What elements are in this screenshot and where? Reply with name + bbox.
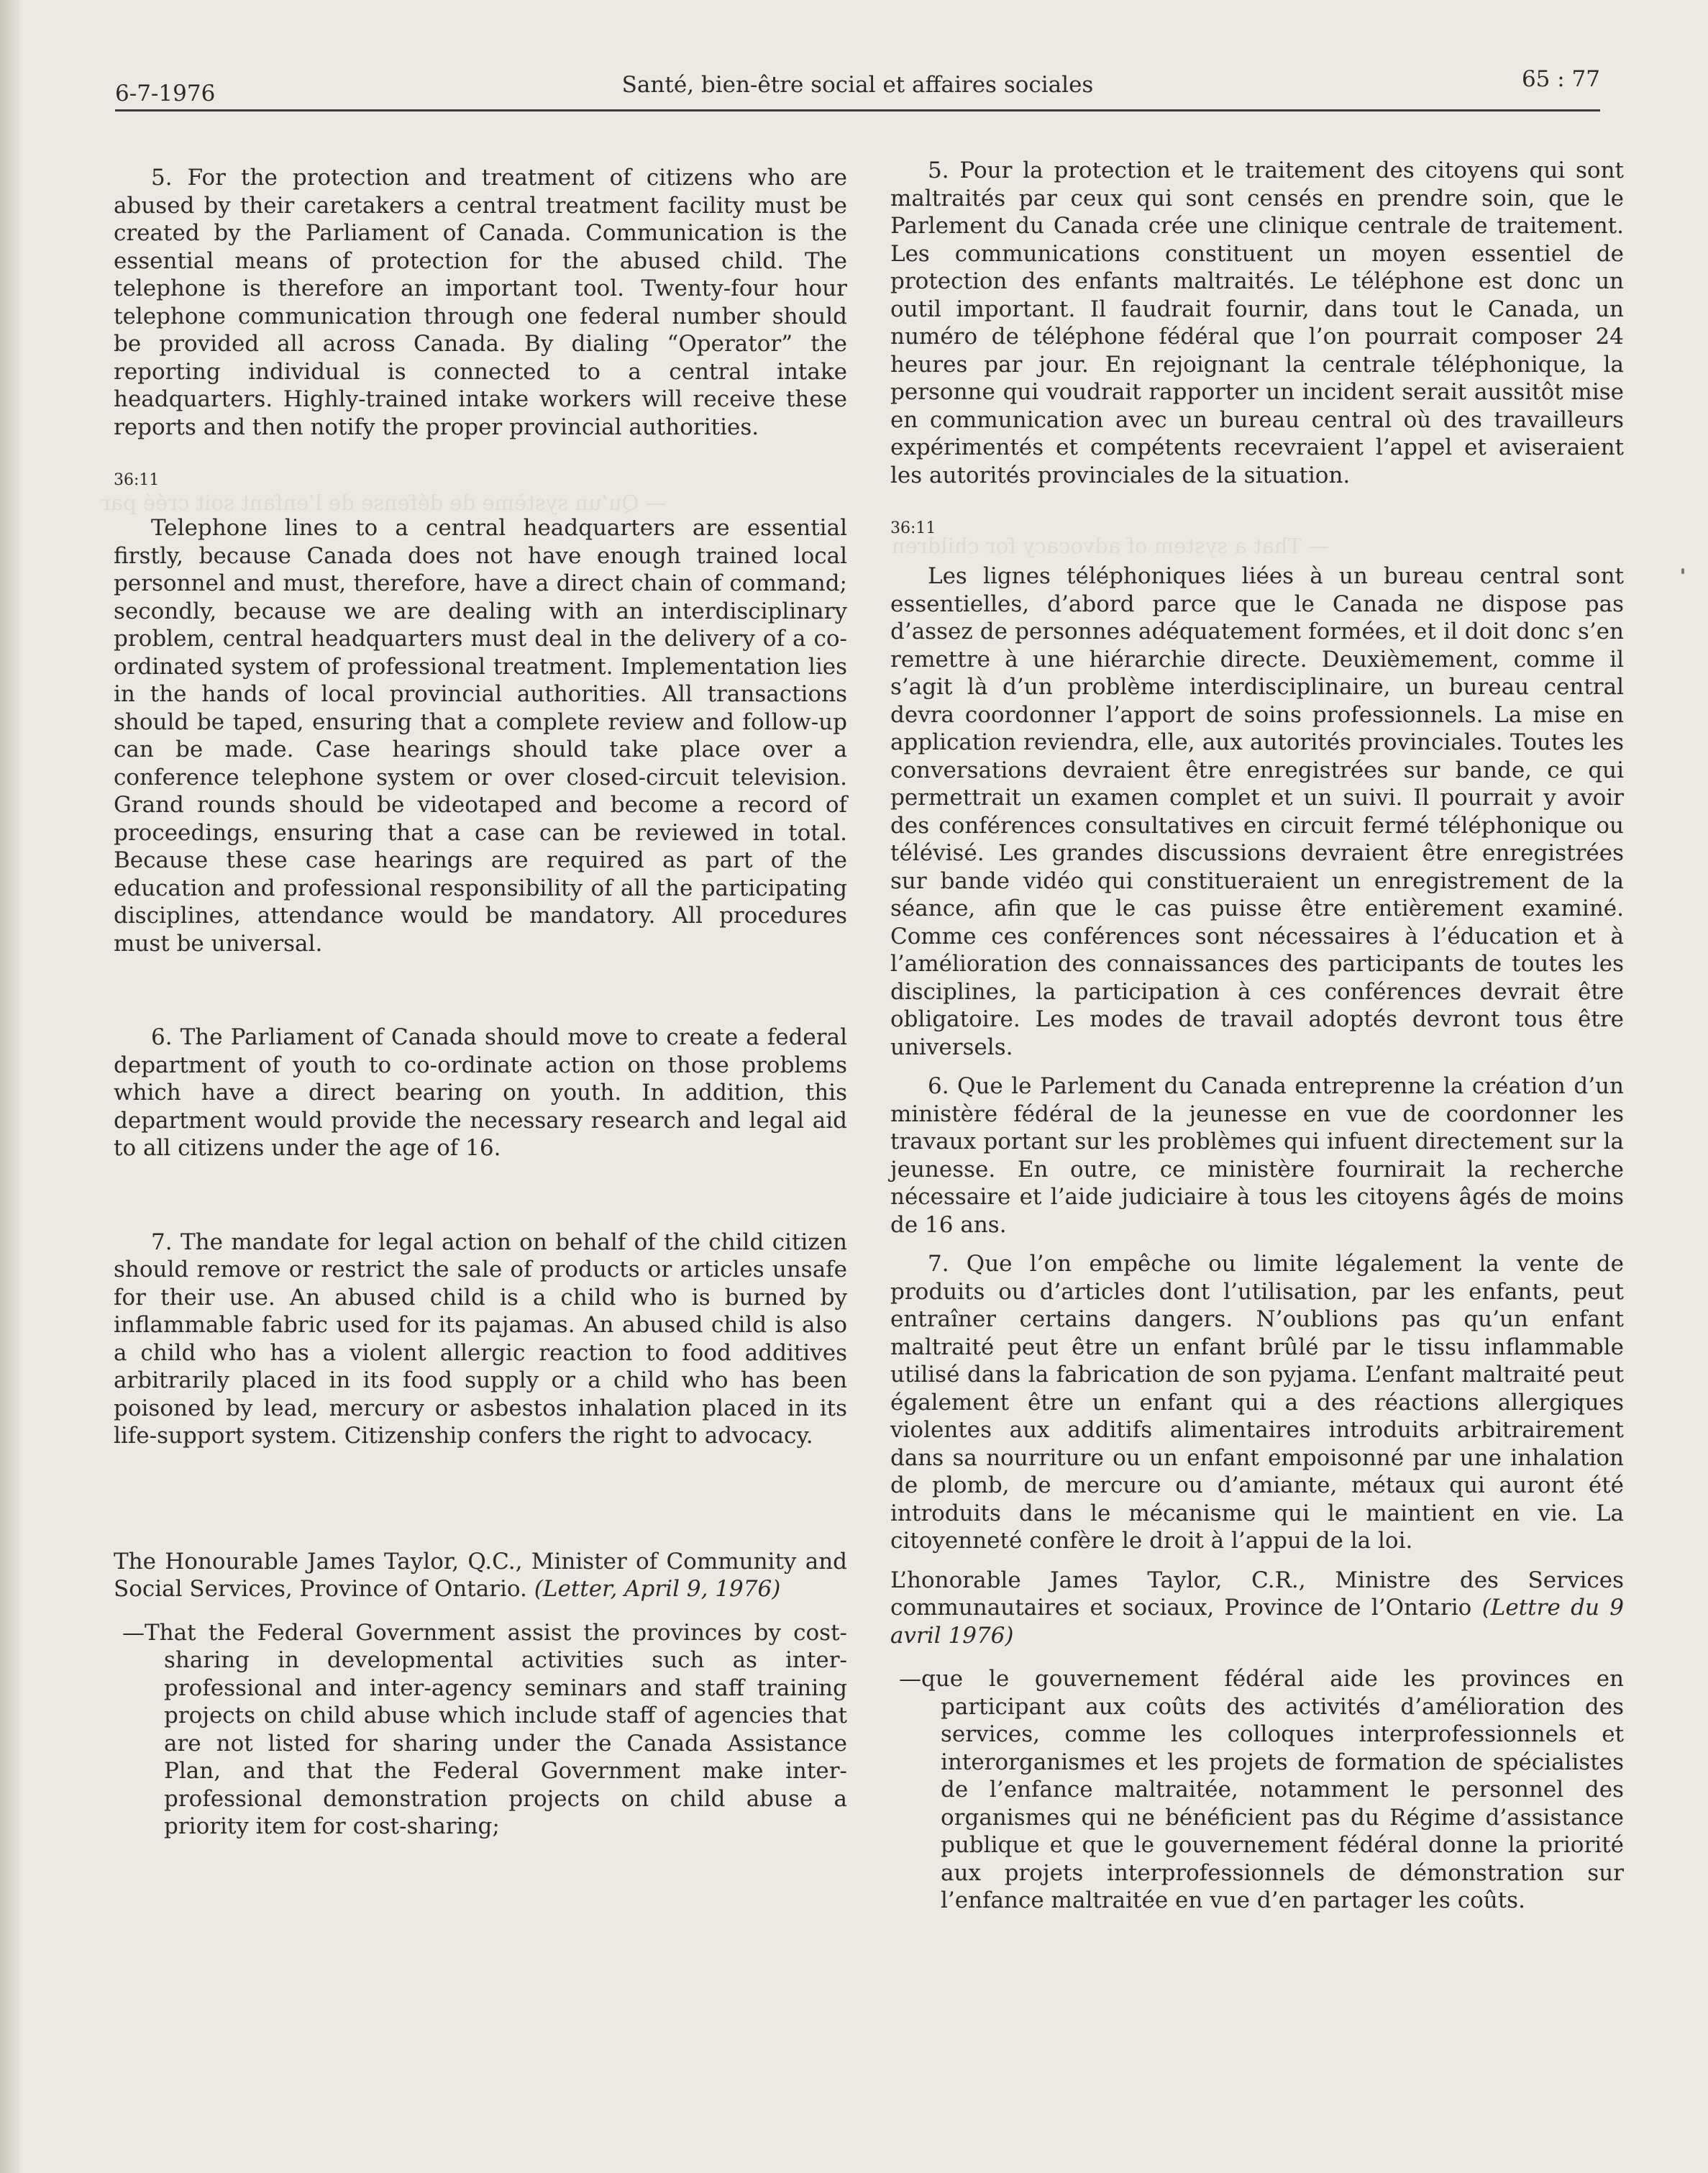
french-author — [890, 1567, 1624, 1650]
bleed-through-text: — That a system of advocacy for children — [892, 534, 1330, 558]
page-edge-shadow — [0, 0, 20, 2173]
english-author-name: The Honourable James Taylor, Q.C., Minister of Community and Social Services, Province of Ontario. — [114, 1548, 847, 1602]
header-date: 6-7-1976 — [115, 81, 216, 106]
page-header — [115, 66, 1600, 111]
french-paragraph-7: 7. Que l’on empêche ou limite légalement la vente de produits ou d’articles dont l’utilisation, par les enfants, peut entraîner certains dangers. N’oublions pas qu’un enfant maltraité peut être un enfant brûlé par le tissu inflammable utilisé dans la fabrication de son pyjama. L’enfant maltraité peut également être un enfant qui a des réactions allergiques violentes aux additifs alimentaires introduits arbitrairement dans sa nourriture ou un enfant empoisonné par une inhalation de plomb, de mercure ou d’amiante, métaux qui auront été introduits dans le mécanisme qui le maintient en vie. La citoyenneté confère le droit à l’appui de la loi. — [890, 1251, 1624, 1554]
english-paragraph-telephone: Telephone lines to a central headquarters are essential firstly, because Canada does not have enough trained local personnel and must, therefore, have a direct chain of command; secondly, because we are dealing with an interdisciplinary problem, central headquarters must deal in the delivery of a co-ordinated system of professional treatment. Implementation lies in the hands of local provincial authorities. All transactions should be taped, ensuring that a complete review and follow-up can be made. Case hearings should take place over a conference telephone system or over closed-circuit television. Grand rounds should be videotaped and become a record of proceedings, ensuring that a case can be reviewed in total. Because these case hearings are required as part of the education and professional responsibility of all the participating disciplines, attendance would be mandatory. All procedures must be universal. — [114, 515, 847, 957]
english-author — [114, 1548, 847, 1603]
bleed-through-text: — Qu’un système de défense de l’enfant soit créé par — [101, 491, 667, 515]
english-paragraph-6: 6. The Parliament of Canada should move to create a federal department of youth to co-ordinate action on those problems which have a direct bearing on youth. In addition, this department would provide the necessary research and legal aid to all citizens under the age of 16. — [114, 1024, 847, 1161]
english-paragraph-7: 7. The mandate for legal action on behalf of the child citizen should remove or restrict the sale of products or articles unsafe for their use. An abused child is a child who is burned by inflammable fabric used for its pajamas. An abused child is also a child who has a violent allergic reaction to food additives arbitrarily placed in its food supply or a child who has been poisoned by lead, mercury or asbestos inhalation placed in its life-support system. Citizenship confers the right to advocacy. — [114, 1229, 847, 1449]
english-author-reference: (Letter, April 9, 1976) — [534, 1576, 781, 1602]
french-time-code: 36:11 — [890, 519, 936, 537]
header-title: Santé, bien-être social et affaires sociales — [621, 72, 1094, 98]
french-author-reference: (Lettre du 9 avril 1976) — [890, 1595, 1624, 1649]
french-recommendation: —que le gouvernement fédéral aide les provinces en participant aux coûts des activités d’amélioration des services, comme les colloques interprofessionnels et interorganismes et les projets de formation de spécialistes de l’enfance maltraitée, notamment le personnel des organismes qui ne bénéficient pas du Régime d’assistance publique et que le gouvernement fédéral donne la priorité aux projets interprofessionnels de démonstration sur l’enfance maltraitée en vue d’en partager les coûts. — [899, 1666, 1624, 1913]
french-paragraph-5: 5. Pour la protection et le traitement des citoyens qui sont maltraités par ceux qui sont censés en prendre soin, que le Parlement du Canada crée une clinique centrale de traitement. Les communications constituent un moyen essentiel de protection des enfants maltraités. Le téléphone est donc un outil important. Il faudrait fournir, dans tout le Canada, un numéro de téléphone fédéral que l’on pourrait composer 24 heures par jour. En rejoignant la centrale téléphonique, la personne qui voudrait rapporter un incident serait aussitôt mise en communication avec un bureau central où des travailleurs expérimentés et compétents recevraient l’appel et aviseraient les autorités provinciales de la situation. — [890, 158, 1624, 488]
french-paragraph-telephone: Les lignes téléphoniques liées à un bureau central sont essentielles, d’abord parce que le Canada ne dispose pas d’assez de personnes adéquatement formées, et il doit donc s’en remettre à une hiérarchie directe. Deuxièmement, comme il s’agit là d’un problème interdisciplinaire, un bureau central devra coordonner l’apport de soins professionnels. La mise en application reviendra, elle, aux autorités provinciales. Toutes les conversations devraient être enregistrées sur bande, ce qui permettrait un examen complet et un suivi. Il pourrait y avoir des conférences consultatives en circuit fermé téléphonique ou télévisé. Les grandes discussions devraient être enregistrées sur bande vidéo qui constitueraient un enregistrement de la séance, afin que le cas puisse être entièrement examiné. Comme ces conférences sont nécessaires à l’éducation et à l’amélioration des connaissances des participants de toutes les disciplines, la participation à ces conférences devrait être obligatoire. Les modes de travail adoptés devront tous être universels. — [890, 563, 1624, 1060]
english-time-code: 36:11 — [114, 471, 160, 489]
french-author-name: L’honorable James Taylor, C.R., Ministre des Services communautaires et sociaux, Province de l’Ontario — [890, 1567, 1624, 1621]
english-paragraph-5: 5. For the protection and treatment of citizens who are abused by their caretakers a central treatment facility must be created by the Parliament of Canada. Communication is the essential means of protection for the abused child. The telephone is therefore an important tool. Twenty-four hour telephone communication through one federal number should be provided all across Canada. By dialing “Operator” the reporting individual is connected to a central intake headquarters. Highly-trained intake workers will receive these reports and then notify the proper provincial authorities. — [114, 165, 847, 440]
english-recommendation: —That the Federal Government assist the provinces by cost-sharing in developmental activities such as inter-professional and inter-agency seminars and staff training projects on child abuse which include staff of agencies that are not listed for sharing under the Canada Assistance Plan, and that the Federal Government make inter-professional demonstration projects on child abuse a priority item for cost-sharing; — [122, 1619, 847, 1839]
english-column — [114, 164, 847, 1841]
french-column — [890, 157, 1624, 1915]
french-paragraph-6: 6. Que le Parlement du Canada entreprenne la création d’un ministère fédéral de la jeunesse en vue de coordonner les travaux portant sur les problèmes qui infuent directement sur la jeunesse. En outre, ce ministère fournirait la recherche nécessaire et l’aide judiciaire à tous les citoyens âgés de moins de 16 ans. — [890, 1073, 1624, 1238]
header-page-number: 65 : 77 — [1521, 66, 1600, 92]
scan-speck — [1681, 568, 1684, 574]
